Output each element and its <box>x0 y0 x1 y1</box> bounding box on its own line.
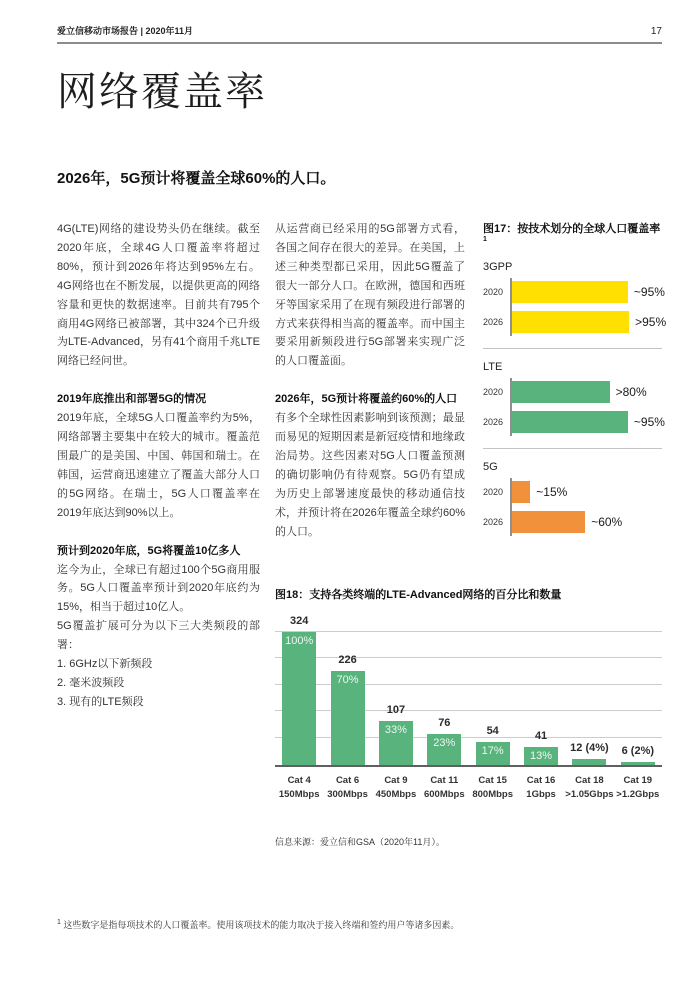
list-item: 3. 现有的LTE频段 <box>57 695 144 708</box>
figure-18-percent-label: 13% <box>530 750 553 763</box>
figure-17-bar-track <box>512 311 667 333</box>
figure-18-percent-label: 17% <box>481 744 504 757</box>
figure-18-bar-cell <box>614 632 662 765</box>
figure-17-year-label: 2026 <box>483 516 504 527</box>
figure-18-bar-cat-16 <box>524 730 558 764</box>
page-title: 网络覆盖率 <box>57 70 267 114</box>
figure-17-value-label: >95% <box>635 314 667 329</box>
figure-18-category-label <box>614 774 662 803</box>
right-area <box>275 220 667 848</box>
figure-18-category-name: Cat 4 <box>287 774 311 786</box>
figure-17-value-label: >80% <box>615 384 647 399</box>
text-column-1 <box>57 220 260 848</box>
paragraph: 迄今为止，全球已有超过100个5G商用服务。5G人口覆盖率预计到2020年底约为15%，相当于超过10亿人。 <box>57 563 260 614</box>
figure-18-plot <box>275 614 662 767</box>
figure-17-group-label: 3GPP <box>483 260 513 273</box>
section-heading: 2019年底推出和部署5G的情况 <box>57 393 207 406</box>
figure-17-bar-track <box>512 481 634 503</box>
section-heading: 预计到2020年底，5G将覆盖10亿多人 <box>57 544 241 557</box>
figure-18-percent-label: 100% <box>285 634 314 647</box>
figure-18-count-label: 12 (4%) <box>570 742 609 755</box>
figure-18-bar-cat-11 <box>427 716 461 765</box>
figure-17-year-label: 2026 <box>483 316 504 327</box>
figure-18-category-label <box>275 774 323 803</box>
figure-18-category-speed: >1.2Gbps <box>616 789 660 801</box>
figure-18-count-label: 226 <box>338 654 357 667</box>
figure-18-category-label <box>420 774 468 803</box>
figure-17-value-label: ~60% <box>591 514 623 529</box>
figure-17-bar-track <box>512 511 634 533</box>
page-header <box>57 24 662 44</box>
figure-17-group-rows <box>483 481 662 533</box>
figure-17-title-text: 图17：按技术划分的全球人口覆盖率 <box>483 223 661 235</box>
figure-17-separator <box>483 448 662 449</box>
figure-17-group-rows <box>483 381 665 433</box>
figure-18-percent-label: 70% <box>336 674 359 687</box>
text-column-2 <box>275 220 465 542</box>
footnote <box>57 918 657 931</box>
figure-18-bar-cell <box>565 632 613 765</box>
report-name: 爱立信移动市场报告 | 2020年11月 <box>57 26 194 36</box>
figure-18-category-speed: 600Mbps <box>423 789 465 801</box>
figure-18-bar-cat-19 <box>621 744 655 765</box>
figure-17-bar-lte-2020 <box>512 381 610 403</box>
figure-17-year-label: 2026 <box>483 416 504 427</box>
page-content <box>57 24 667 848</box>
figure-18-category-label <box>517 774 565 803</box>
body-columns <box>57 220 667 848</box>
paragraph: 有多个全球性因素影响到该预测；最显而易见的短期因素是新冠疫情和地缘政治局势。这些因素对5G人口覆盖预测的确切影响仍有待观察。5G仍有望成为历史上部署速度最快的移动通信技术，并预计将在2026年覆盖全球约60%的人口。 <box>275 412 465 538</box>
figure-18-category-name: Cat 6 <box>335 774 360 786</box>
figure-18-count-label: 76 <box>438 716 451 729</box>
figure-18-count-label: 107 <box>386 703 406 716</box>
figure-18-bar-cell <box>275 614 323 765</box>
list-intro: 5G覆盖扩展可分为以下三大类频段的部署： <box>57 620 260 652</box>
figure-18-category-speed: 800Mbps <box>472 789 514 801</box>
figure-17-axis-line <box>510 278 512 336</box>
figure-18 <box>275 586 662 848</box>
figure-18-category-label <box>372 774 420 803</box>
figure-18-category-label <box>469 774 517 803</box>
figure-18-category-name: Cat 19 <box>623 774 653 786</box>
page-number: 17 <box>650 26 662 37</box>
figure-17-group-lte <box>483 360 665 433</box>
figure-17-value-label: ~95% <box>633 284 665 299</box>
figure-18-title: 图18：支持各类终端的LTE-Advanced网络的百分比和数量 <box>275 588 562 601</box>
figure-18-bars <box>275 614 662 765</box>
figure-18-bar-cell <box>323 632 371 765</box>
figure-17-year-label: 2020 <box>483 486 504 497</box>
figure-17-year-label: 2020 <box>483 386 504 397</box>
figure-18-bar-cat-9 <box>379 703 413 765</box>
figure-18-category-name: Cat 11 <box>430 774 459 786</box>
figure-18-category-name: Cat 18 <box>575 774 604 786</box>
figure-17-bar-5g-2020 <box>512 481 530 503</box>
figure-17-bar-track <box>512 281 665 303</box>
figure-17-separator <box>483 348 662 349</box>
figure-18-category-speed: 1Gbps <box>526 789 556 801</box>
figure-18-category-name: Cat 9 <box>384 774 408 786</box>
figure-17-plot <box>483 260 667 533</box>
figure-17-bar-5g-2026 <box>512 511 585 533</box>
figure-18-category-label <box>565 774 613 803</box>
section-heading: 2026年，5G预计将覆盖约60%的人口 <box>275 393 458 406</box>
figure-17-group-label: 5G <box>483 460 498 473</box>
figure-17-group-5g <box>483 461 662 533</box>
figure-18-bar-cell <box>420 632 468 765</box>
figure-18-axis-labels <box>275 774 662 803</box>
figure-18-bar-cat-4 <box>282 614 316 765</box>
figure-18-bar-cell <box>372 632 420 765</box>
figure-18-percent-label: 33% <box>384 723 407 736</box>
figure-18-bar-cat-6 <box>331 654 365 764</box>
figure-17-bar-3gpp-2026 <box>512 311 629 333</box>
list-item: 1. 6GHz以下新频段 <box>57 658 153 671</box>
figure-18-count-label: 54 <box>486 724 499 737</box>
figure-17-bar-3gpp-2020 <box>512 281 628 303</box>
figure-18-count-label: 41 <box>534 730 548 743</box>
figure-17-title <box>483 220 662 249</box>
figure-17-group-3gpp <box>483 260 667 333</box>
figure-18-category-name: Cat 16 <box>526 774 556 786</box>
figure-18-count-label: 6 (2%) <box>621 744 655 757</box>
figure-17-bar-track <box>512 381 647 403</box>
row-top <box>275 220 667 542</box>
figure-18-percent-label: 23% <box>433 736 456 749</box>
figure-18-category-speed: 450Mbps <box>375 789 417 801</box>
figure-17-title-superscript: 1 <box>483 236 487 243</box>
figure-17-bar-track <box>512 411 665 433</box>
figure-18-bar-cell <box>517 632 565 765</box>
paragraph: 从运营商已经采用的5G部署方式看，各国之间存在很大的差异。在美国，上述三种类型都已采用，因此5G覆盖了很大一部分人口。在欧洲，德国和西班牙等国家采用了在现有频段进行部署的方式来获得相当高的覆盖率。而中国主要采用新频段进行5G部署来实现广泛的人口覆盖面。 <box>275 223 465 368</box>
figure-18-category-speed: 300Mbps <box>327 789 368 801</box>
lede-statement: 2026年，5G预计将覆盖全球60%的人口。 <box>57 170 336 187</box>
source-note: 信息来源：爱立信和GSA（2020年11月）。 <box>275 836 445 847</box>
figure-17-group-label: LTE <box>483 360 503 373</box>
figure-18-category-speed: 150Mbps <box>278 789 320 801</box>
figure-18-bar-cell <box>469 632 517 765</box>
figure-18-bar-cat-15 <box>476 724 510 765</box>
figure-18-category-label <box>323 774 371 803</box>
figure-17-group-rows <box>483 281 667 333</box>
figure-17 <box>483 220 667 542</box>
paragraph: 4G(LTE)网络的建设势头仍在继续。截至2020年底，全球4G人口覆盖率将超过80%，预计到2026年将达到95%左右。4G网络也在不断发展，以提供更高的网络容量和更快的数据速率。目前共有795个商用4G网络已被部署，其中324个已升级为LTE-Advanced，另有41个商用千兆LTE网络已经问世。 <box>57 223 260 368</box>
paragraph: 2019年底，全球5G人口覆盖率约为5%，网络部署主要集中在较大的城市。覆盖范围最广的是美国、中国、韩国和瑞士。在韩国，运营商迅速建立了覆盖大部分人口的5G网络。在瑞士，5G人口覆盖率在2019年底达到90%以上。 <box>57 412 260 519</box>
figure-17-bar-lte-2026 <box>512 411 628 433</box>
list-item: 2. 毫米波频段 <box>57 676 125 689</box>
figure-17-axis-line <box>510 378 512 436</box>
figure-18-count-label: 324 <box>290 614 309 627</box>
footnote-superscript: 1 <box>57 919 61 926</box>
figure-18-bar-cat-18 <box>570 742 609 764</box>
figure-17-value-label: ~95% <box>633 414 665 429</box>
figure-18-category-speed: >1.05Gbps <box>565 789 614 801</box>
figure-18-category-name: Cat 15 <box>478 774 507 786</box>
figure-17-axis-line <box>510 478 512 536</box>
footnote-text: 这些数字是指每项技术的人口覆盖率。使用该项技术的能力取决于接入终端和签约用户等诸多因素。 <box>63 920 460 930</box>
figure-17-year-label: 2020 <box>483 286 504 297</box>
figure-17-value-label: ~15% <box>536 484 568 499</box>
